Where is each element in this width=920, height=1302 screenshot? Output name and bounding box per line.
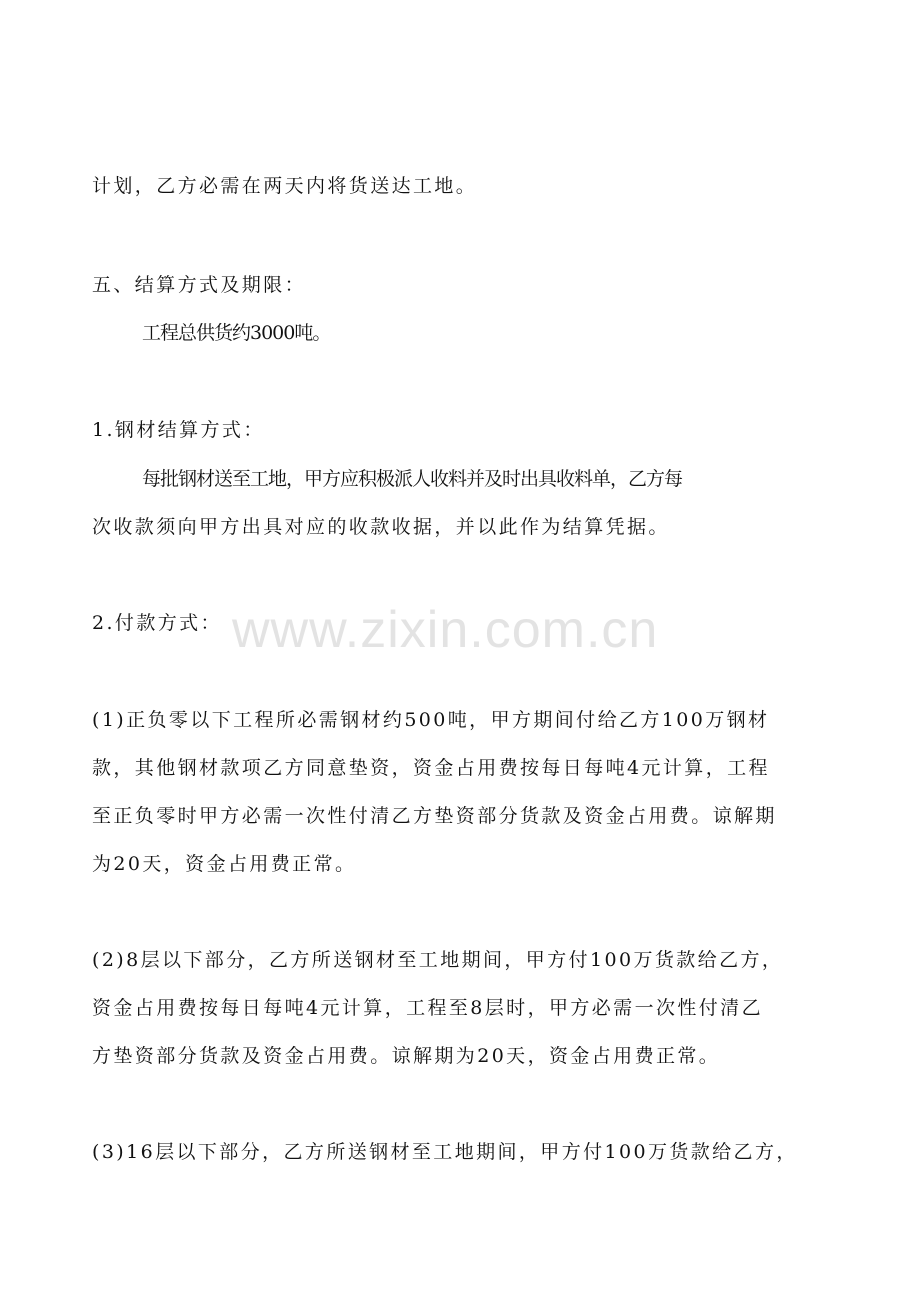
watermark: www.zixin.com.cn	[232, 601, 659, 659]
paragraph-line: 资金占用费按每日每吨4元计算，工程至8层时，甲方必需一次性付清乙	[92, 997, 763, 1019]
paragraph-line: 为20天，资金占用费正常。	[92, 853, 357, 875]
paragraph-line: 方垫资部分货款及资金占用费。谅解期为20天，资金占用费正常。	[92, 1045, 721, 1067]
subsection-heading: 2.付款方式：	[92, 612, 222, 634]
paragraph-line: 款，其他钢材款项乙方同意垫资，资金占用费按每日每吨4元计算，工程	[92, 757, 770, 779]
paragraph-line: (3)16层以下部分，乙方所送钢材至工地期间，甲方付100万货款给乙方，	[92, 1141, 798, 1163]
paragraph-line: 每批钢材送至工地，甲方应积极派人收料并及时出具收料单，乙方每	[142, 468, 683, 490]
paragraph-line: 计划，乙方必需在两天内将货送达工地。	[92, 175, 478, 197]
subsection-heading: 1.钢材结算方式：	[92, 419, 265, 441]
section-heading: 五、结算方式及期限：	[92, 274, 307, 296]
paragraph-line: 至正负零时甲方必需一次性付清乙方垫资部分货款及资金占用费。谅解期	[92, 805, 777, 827]
paragraph-line: (1)正负零以下工程所必需钢材约500吨，甲方期间付给乙方100万钢材	[92, 709, 770, 731]
paragraph-line: 工程总供货约3000吨。	[142, 322, 331, 344]
paragraph-line: 次收款须向甲方出具对应的收款收据，并以此作为结算凭据。	[92, 516, 670, 538]
paragraph-line: (2)8层以下部分，乙方所送钢材至工地期间，甲方付100万货款给乙方，	[92, 949, 784, 971]
